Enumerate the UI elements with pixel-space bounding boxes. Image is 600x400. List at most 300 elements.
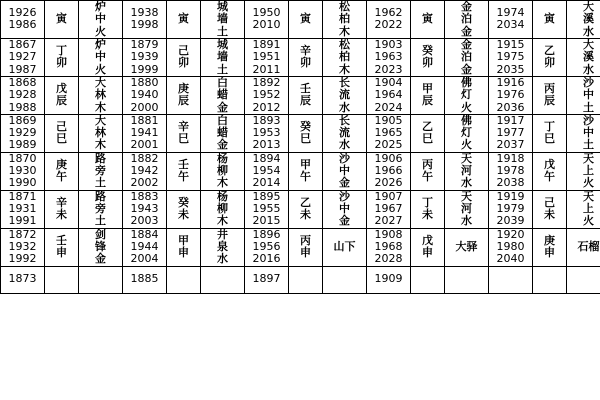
year-cell bbox=[245, 228, 289, 266]
ganzhi-cell bbox=[411, 266, 445, 293]
ganzhi-char: 申 bbox=[178, 246, 189, 260]
ganzhi-char: 辛 bbox=[56, 195, 67, 209]
table-row bbox=[1, 152, 600, 190]
year-value: 2027 bbox=[374, 214, 403, 228]
ganzhi-cell bbox=[533, 266, 567, 293]
nayin-value: 长流水 bbox=[339, 75, 350, 114]
nayin-cell bbox=[201, 152, 245, 190]
year-value: 1951 bbox=[252, 50, 281, 64]
ganzhi-cell bbox=[289, 228, 323, 266]
ganzhi-cell bbox=[533, 114, 567, 152]
year-cell bbox=[367, 228, 411, 266]
ganzhi-char: 乙 bbox=[422, 119, 433, 133]
nayin-value: 井泉水 bbox=[217, 227, 228, 266]
year-cell bbox=[1, 152, 45, 190]
ganzhi-char: 寅 bbox=[300, 12, 311, 26]
year-value: 1988 bbox=[8, 100, 37, 114]
nayin-cell bbox=[201, 38, 245, 76]
nayin-value: 剑锋金 bbox=[95, 227, 106, 266]
nayin-value: 松柏木 bbox=[339, 37, 350, 76]
year-value: 1869 bbox=[8, 113, 37, 127]
ganzhi-cell bbox=[167, 228, 201, 266]
table-row bbox=[1, 76, 600, 114]
year-value: 1873 bbox=[8, 272, 37, 286]
nayin-cell bbox=[79, 190, 123, 228]
ganzhi-char: 丁 bbox=[544, 119, 555, 133]
nayin-value: 佛灯火 bbox=[461, 75, 472, 114]
year-value: 2040 bbox=[496, 252, 525, 266]
nayin-cell bbox=[79, 38, 123, 76]
nayin-value: 大溪水 bbox=[583, 0, 594, 38]
ganzhi-cell bbox=[411, 38, 445, 76]
ganzhi-cell bbox=[167, 1, 201, 39]
year-cell bbox=[489, 190, 533, 228]
nayin-value: 沙中土 bbox=[583, 75, 594, 114]
ganzhi-char: 壬 bbox=[56, 233, 67, 247]
ganzhi-cell bbox=[167, 190, 201, 228]
year-value: 2024 bbox=[374, 100, 403, 114]
table-row bbox=[1, 190, 600, 228]
nayin-cell bbox=[323, 266, 367, 293]
nayin-value: 金泊金 bbox=[461, 0, 472, 38]
year-value: 1927 bbox=[8, 50, 37, 64]
year-cell bbox=[1, 228, 45, 266]
year-value: 1944 bbox=[130, 239, 159, 253]
nayin-value: 炉中火 bbox=[95, 37, 106, 76]
ganzhi-char: 午 bbox=[56, 170, 67, 184]
year-value: 1931 bbox=[8, 202, 37, 215]
nayin-value: 白蜡金 bbox=[217, 113, 228, 152]
year-value: 2000 bbox=[130, 100, 159, 114]
ganzhi-char: 戊 bbox=[422, 233, 433, 247]
ganzhi-cell bbox=[289, 152, 323, 190]
year-cell bbox=[245, 152, 289, 190]
year-cell bbox=[367, 266, 411, 293]
ganzhi-cell bbox=[289, 1, 323, 39]
ganzhi-char: 辰 bbox=[422, 94, 433, 108]
year-value: 1987 bbox=[8, 62, 37, 76]
ganzhi-char: 丁 bbox=[422, 195, 433, 209]
year-value: 1884 bbox=[130, 227, 159, 241]
year-value: 2022 bbox=[374, 18, 403, 32]
year-cell bbox=[245, 76, 289, 114]
year-value: 2004 bbox=[130, 252, 159, 266]
year-cell bbox=[1, 190, 45, 228]
year-value: 2001 bbox=[130, 138, 159, 152]
ganzhi-char: 申 bbox=[300, 246, 311, 260]
ganzhi-cell bbox=[411, 190, 445, 228]
year-value: 1903 bbox=[374, 37, 403, 51]
ganzhi-char: 丙 bbox=[422, 157, 433, 171]
year-cell bbox=[489, 114, 533, 152]
year-cell bbox=[123, 152, 167, 190]
year-value: 1892 bbox=[252, 75, 281, 89]
ganzhi-char: 未 bbox=[178, 208, 189, 222]
nayin-cell bbox=[79, 152, 123, 190]
year-cell bbox=[245, 1, 289, 39]
year-cell bbox=[367, 38, 411, 76]
year-value: 1955 bbox=[252, 202, 281, 215]
year-value: 2016 bbox=[252, 252, 281, 266]
nayin-value: 大林木 bbox=[95, 75, 106, 114]
ganzhi-cell bbox=[167, 114, 201, 152]
year-value: 1976 bbox=[496, 88, 525, 102]
nayin-value: 天上火 bbox=[583, 189, 594, 228]
ganzhi-char: 午 bbox=[422, 170, 433, 184]
nayin-cell bbox=[201, 190, 245, 228]
year-value: 1872 bbox=[8, 227, 37, 241]
nayin-value: 沙中金 bbox=[339, 151, 350, 190]
year-value: 1929 bbox=[8, 126, 37, 140]
year-value: 1953 bbox=[252, 126, 281, 140]
nayin-cell bbox=[567, 38, 600, 76]
nayin-cell bbox=[79, 1, 123, 39]
nayin-value: 炉中火 bbox=[95, 0, 106, 38]
ganzhi-char: 己 bbox=[178, 44, 189, 58]
ganzhi-cell bbox=[289, 266, 323, 293]
ganzhi-char: 卯 bbox=[422, 56, 433, 70]
ganzhi-char: 寅 bbox=[178, 12, 189, 26]
ganzhi-char: 乙 bbox=[300, 195, 311, 209]
ganzhi-char: 卯 bbox=[56, 56, 67, 70]
ganzhi-cell bbox=[167, 152, 201, 190]
nayin-cell bbox=[323, 114, 367, 152]
ganzhi-cell bbox=[45, 228, 79, 266]
table-row bbox=[1, 114, 600, 152]
ganzhi-char: 巳 bbox=[56, 132, 67, 146]
nayin-value: 石榴 bbox=[577, 239, 600, 253]
nayin-cell bbox=[445, 114, 489, 152]
ganzhi-char: 卯 bbox=[300, 56, 311, 70]
year-value: 1916 bbox=[496, 75, 525, 89]
ganzhi-char: 午 bbox=[178, 170, 189, 184]
year-cell bbox=[245, 114, 289, 152]
year-cell bbox=[1, 38, 45, 76]
year-value: 1885 bbox=[130, 272, 159, 286]
nayin-value: 长流水 bbox=[339, 113, 350, 152]
year-value: 1966 bbox=[374, 164, 403, 178]
ganzhi-cell bbox=[45, 1, 79, 39]
ganzhi-char: 壬 bbox=[178, 157, 189, 171]
table-row bbox=[1, 228, 600, 266]
year-value: 1990 bbox=[8, 176, 37, 190]
year-value: 1943 bbox=[130, 202, 159, 215]
nayin-cell bbox=[445, 76, 489, 114]
year-value: 1906 bbox=[374, 151, 403, 165]
year-value: 1930 bbox=[8, 164, 37, 178]
year-cell bbox=[245, 190, 289, 228]
ganzhi-char: 辰 bbox=[178, 94, 189, 108]
ganzhi-char: 巳 bbox=[300, 132, 311, 146]
year-value: 1938 bbox=[130, 6, 159, 20]
ganzhi-char: 寅 bbox=[56, 12, 67, 26]
nayin-cell bbox=[201, 76, 245, 114]
ganzhi-char: 未 bbox=[544, 208, 555, 222]
year-cell bbox=[123, 190, 167, 228]
nayin-value: 杨柳木 bbox=[217, 189, 228, 228]
nayin-value: 天河水 bbox=[461, 189, 472, 228]
nayin-value: 路旁土 bbox=[95, 189, 106, 228]
year-value: 1926 bbox=[8, 6, 37, 20]
ganzhi-cell bbox=[289, 76, 323, 114]
nayin-value: 大驿 bbox=[455, 239, 478, 253]
ganzhi-char: 巳 bbox=[544, 132, 555, 146]
year-value: 1896 bbox=[252, 227, 281, 241]
nayin-value: 大溪水 bbox=[583, 37, 594, 76]
ganzhi-char: 辛 bbox=[300, 44, 311, 58]
ganzhi-char: 巳 bbox=[178, 132, 189, 146]
year-value: 1882 bbox=[130, 151, 159, 165]
ganzhi-cell bbox=[45, 152, 79, 190]
ganzhi-char: 申 bbox=[56, 246, 67, 260]
year-cell bbox=[489, 1, 533, 39]
year-cell bbox=[123, 76, 167, 114]
year-value: 1907 bbox=[374, 189, 403, 203]
ganzhi-char: 辰 bbox=[544, 94, 555, 108]
ganzhi-cell bbox=[533, 228, 567, 266]
ganzhi-char: 丁 bbox=[56, 44, 67, 58]
year-value: 1893 bbox=[252, 113, 281, 127]
year-value: 1928 bbox=[8, 88, 37, 102]
year-cell bbox=[489, 152, 533, 190]
year-value: 1879 bbox=[130, 37, 159, 51]
ganzhi-char: 甲 bbox=[300, 157, 311, 171]
ganzhi-char: 乙 bbox=[544, 44, 555, 58]
year-value: 1881 bbox=[130, 113, 159, 127]
nayin-value: 城墙土 bbox=[217, 0, 228, 38]
ganzhi-cell bbox=[533, 1, 567, 39]
ganzhi-cell bbox=[45, 114, 79, 152]
ganzhi-cell bbox=[289, 38, 323, 76]
ganzhi-cell bbox=[411, 228, 445, 266]
ganzhi-cell bbox=[411, 1, 445, 39]
year-cell bbox=[123, 1, 167, 39]
year-value: 2012 bbox=[252, 100, 281, 114]
year-cell bbox=[489, 38, 533, 76]
year-cell bbox=[367, 190, 411, 228]
nayin-cell bbox=[567, 266, 600, 293]
ganzhi-cell bbox=[45, 266, 79, 293]
year-value: 1868 bbox=[8, 75, 37, 89]
year-value: 1918 bbox=[496, 151, 525, 165]
nayin-value: 城墙土 bbox=[217, 37, 228, 76]
year-cell bbox=[123, 38, 167, 76]
nayin-cell bbox=[323, 76, 367, 114]
ganzhi-cell bbox=[167, 266, 201, 293]
ganzhi-cell bbox=[533, 152, 567, 190]
year-cell bbox=[367, 1, 411, 39]
ganzhi-char: 申 bbox=[544, 246, 555, 260]
nayin-cell bbox=[79, 266, 123, 293]
nayin-cell bbox=[567, 152, 600, 190]
nayin-cell bbox=[323, 1, 367, 39]
ganzhi-char: 巳 bbox=[422, 132, 433, 146]
year-value: 2037 bbox=[496, 138, 525, 152]
year-value: 2011 bbox=[252, 62, 281, 76]
nayin-cell bbox=[445, 190, 489, 228]
ganzhi-char: 戊 bbox=[544, 157, 555, 171]
year-value: 1968 bbox=[374, 239, 403, 253]
ganzhi-char: 丙 bbox=[544, 82, 555, 96]
year-value: 2034 bbox=[496, 18, 525, 32]
nayin-cell bbox=[323, 228, 367, 266]
nayin-cell bbox=[201, 228, 245, 266]
ganzhi-char: 辰 bbox=[56, 94, 67, 108]
year-value: 1950 bbox=[252, 6, 281, 20]
ganzhi-char: 己 bbox=[56, 119, 67, 133]
ganzhi-char: 庚 bbox=[544, 233, 555, 247]
year-value: 1965 bbox=[374, 126, 403, 140]
ganzhi-cell bbox=[45, 190, 79, 228]
ganzhi-char: 壬 bbox=[300, 82, 311, 96]
year-value: 1894 bbox=[252, 151, 281, 165]
nayin-cell bbox=[445, 38, 489, 76]
ganzhi-char: 癸 bbox=[422, 44, 433, 58]
year-value: 1939 bbox=[130, 50, 159, 64]
year-value: 2026 bbox=[374, 176, 403, 190]
year-value: 1954 bbox=[252, 164, 281, 178]
year-cell bbox=[245, 38, 289, 76]
year-value: 1975 bbox=[496, 50, 525, 64]
year-cell bbox=[123, 114, 167, 152]
ganzhi-char: 甲 bbox=[178, 233, 189, 247]
nayin-cell bbox=[323, 152, 367, 190]
ganzhi-char: 未 bbox=[56, 208, 67, 222]
year-value: 2036 bbox=[496, 100, 525, 114]
nayin-cell bbox=[567, 228, 600, 266]
year-value: 1940 bbox=[130, 88, 159, 102]
year-value: 1891 bbox=[252, 37, 281, 51]
year-value: 1986 bbox=[8, 18, 37, 32]
year-cell bbox=[1, 1, 45, 39]
year-cell bbox=[489, 266, 533, 293]
ganzhi-cell bbox=[289, 114, 323, 152]
ganzhi-char: 癸 bbox=[300, 119, 311, 133]
year-cell bbox=[367, 152, 411, 190]
table-row bbox=[1, 1, 600, 39]
year-value: 1932 bbox=[8, 239, 37, 253]
ganzhi-cell bbox=[167, 38, 201, 76]
year-value: 2002 bbox=[130, 176, 159, 190]
year-value: 1870 bbox=[8, 151, 37, 165]
year-value: 1989 bbox=[8, 138, 37, 152]
nayin-cell bbox=[79, 228, 123, 266]
year-value: 1904 bbox=[374, 75, 403, 89]
year-value: 1974 bbox=[496, 6, 525, 20]
ganzhi-cell bbox=[533, 76, 567, 114]
ganzhi-cell bbox=[411, 76, 445, 114]
nayin-value: 天河水 bbox=[461, 151, 472, 190]
ganzhi-cell bbox=[533, 190, 567, 228]
nayin-value: 沙中土 bbox=[583, 113, 594, 152]
year-value: 2014 bbox=[252, 176, 281, 190]
year-value: 1905 bbox=[374, 113, 403, 127]
ganzhi-char: 癸 bbox=[178, 195, 189, 209]
year-value: 1919 bbox=[496, 189, 525, 203]
year-value: 1895 bbox=[252, 189, 281, 203]
nayin-cell bbox=[445, 1, 489, 39]
ganzhi-cell bbox=[533, 38, 567, 76]
year-value: 2028 bbox=[374, 252, 403, 266]
year-value: 1998 bbox=[130, 18, 159, 32]
year-value: 1883 bbox=[130, 189, 159, 203]
year-value: 1962 bbox=[374, 6, 403, 20]
ganzhi-char: 卯 bbox=[178, 56, 189, 70]
nayin-cell bbox=[445, 266, 489, 293]
ganzhi-cell bbox=[45, 38, 79, 76]
ganzhi-char: 庚 bbox=[178, 82, 189, 96]
ganzhi-cell bbox=[411, 114, 445, 152]
year-value: 1941 bbox=[130, 126, 159, 140]
nayin-value: 天上火 bbox=[583, 151, 594, 190]
ganzhi-char: 辰 bbox=[300, 94, 311, 108]
ganzhi-char: 丙 bbox=[300, 233, 311, 247]
year-value: 1999 bbox=[130, 62, 159, 76]
nayin-cell bbox=[79, 114, 123, 152]
table-row bbox=[1, 38, 600, 76]
year-value: 1980 bbox=[496, 239, 525, 253]
nayin-cell bbox=[445, 228, 489, 266]
ganzhi-char: 未 bbox=[422, 208, 433, 222]
year-cell bbox=[367, 114, 411, 152]
year-cell bbox=[123, 266, 167, 293]
nayin-value: 杨柳木 bbox=[217, 151, 228, 190]
year-cell bbox=[489, 76, 533, 114]
year-cell bbox=[489, 228, 533, 266]
year-value: 1920 bbox=[496, 227, 525, 241]
nayin-value: 沙中金 bbox=[339, 189, 350, 228]
year-value: 1909 bbox=[374, 272, 403, 286]
nayin-table-body bbox=[1, 1, 600, 294]
nayin-value: 松柏木 bbox=[339, 0, 350, 38]
year-value: 1952 bbox=[252, 88, 281, 102]
nayin-cell bbox=[567, 114, 600, 152]
ganzhi-char: 未 bbox=[300, 208, 311, 222]
ganzhi-char: 午 bbox=[300, 170, 311, 184]
year-value: 2003 bbox=[130, 214, 159, 228]
year-value: 1992 bbox=[8, 252, 37, 266]
year-value: 2013 bbox=[252, 138, 281, 152]
ganzhi-char: 寅 bbox=[544, 12, 555, 26]
year-cell bbox=[123, 228, 167, 266]
ganzhi-char: 辛 bbox=[178, 119, 189, 133]
ganzhi-char: 寅 bbox=[422, 12, 433, 26]
nayin-cell bbox=[201, 266, 245, 293]
year-cell bbox=[1, 76, 45, 114]
nayin-cell bbox=[201, 114, 245, 152]
year-value: 1908 bbox=[374, 227, 403, 241]
year-value: 1917 bbox=[496, 113, 525, 127]
year-value: 1964 bbox=[374, 88, 403, 102]
nayin-cell bbox=[323, 38, 367, 76]
ganzhi-char: 卯 bbox=[544, 56, 555, 70]
year-value: 2015 bbox=[252, 214, 281, 228]
year-value: 2023 bbox=[374, 62, 403, 76]
year-value: 1915 bbox=[496, 37, 525, 51]
ganzhi-char: 午 bbox=[544, 170, 555, 184]
year-cell bbox=[1, 266, 45, 293]
nayin-value: 大林木 bbox=[95, 113, 106, 152]
year-value: 2039 bbox=[496, 214, 525, 228]
year-value: 1942 bbox=[130, 164, 159, 178]
nayin-cell bbox=[323, 190, 367, 228]
ganzhi-cell bbox=[289, 190, 323, 228]
year-value: 1880 bbox=[130, 75, 159, 89]
year-value: 1979 bbox=[496, 202, 525, 215]
year-cell bbox=[1, 114, 45, 152]
ganzhi-cell bbox=[411, 152, 445, 190]
nayin-cell bbox=[201, 1, 245, 39]
